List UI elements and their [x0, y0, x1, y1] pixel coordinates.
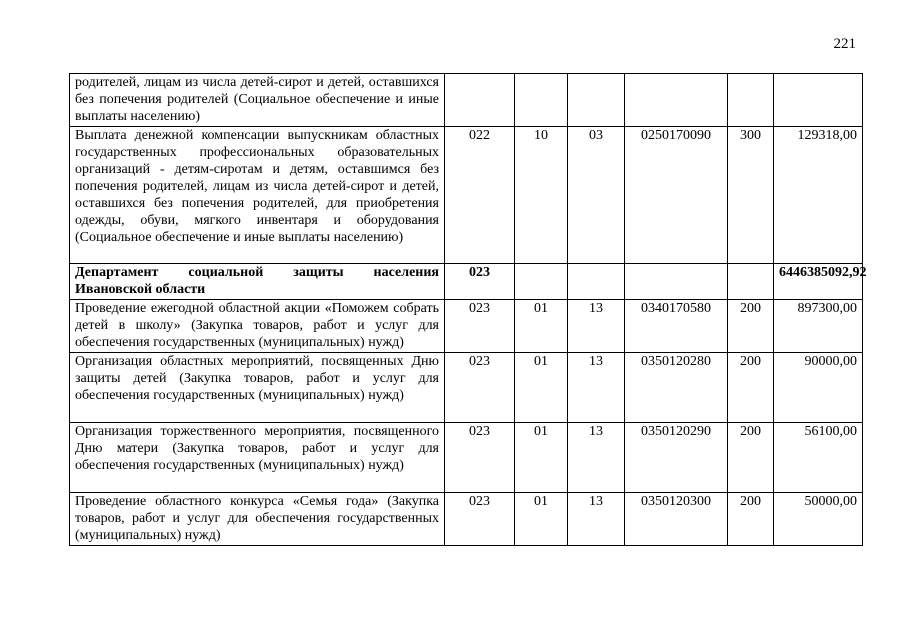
- row-description: Организация торжественного мероприятия, посвященного Дню матери (Закупка товаров, работ и услуг для обеспечения государственных (муниципальных) нужд): [70, 423, 445, 493]
- subsection-code: 03: [568, 127, 625, 264]
- row-description: Проведение областного конкурса «Семья года» (Закупка товаров, работ и услуг для обеспечения государственных (муниципальных) нужд): [70, 493, 445, 546]
- section-code: 01: [515, 353, 568, 423]
- ministry-code: 023: [445, 353, 515, 423]
- table-row: [70, 300, 863, 353]
- page-number: 221: [833, 36, 856, 52]
- row-description: Проведение ежегодной областной акции «Поможем собрать детей в школу» (Закупка товаров, работ и услуг для обеспечения государственных (муниципальных) нужд): [70, 300, 445, 353]
- amount-value: 50000,00: [774, 493, 863, 546]
- section-code: 01: [515, 423, 568, 493]
- ministry-code: 023: [445, 423, 515, 493]
- row-description: Выплата денежной компенсации выпускникам областных государственных профессиональных образовательных организаций - детям-сиротам и детям, оставшимся без попечения родителей, лицам из числа детей-сирот и детей, оставшихся без попечения родителей, для приобретения одежды, обуви, мягкого инвентаря и оборудования (Социальное обеспечение и иные выплаты населению): [70, 127, 445, 264]
- target-article-code: [625, 264, 728, 300]
- target-article-code: 0340170580: [625, 300, 728, 353]
- subsection-code: [568, 74, 625, 127]
- amount-value: 897300,00: [774, 300, 863, 353]
- expense-type-code: 200: [728, 423, 774, 493]
- section-code: 10: [515, 127, 568, 264]
- expense-type-code: 200: [728, 353, 774, 423]
- table-row: [70, 353, 863, 423]
- amount-value: 129318,00: [774, 127, 863, 264]
- table-row: [70, 264, 863, 300]
- section-code: [515, 264, 568, 300]
- target-article-code: 0350120290: [625, 423, 728, 493]
- subsection-code: 13: [568, 493, 625, 546]
- ministry-code: 023: [445, 300, 515, 353]
- subsection-code: [568, 264, 625, 300]
- subsection-code: 13: [568, 423, 625, 493]
- expense-type-code: [728, 264, 774, 300]
- expense-type-code: [728, 74, 774, 127]
- target-article-code: 0250170090: [625, 127, 728, 264]
- budget-table: [69, 73, 867, 546]
- ministry-code: 023: [445, 493, 515, 546]
- target-article-code: 0350120280: [625, 353, 728, 423]
- amount-value: [774, 74, 863, 127]
- expense-type-code: 200: [728, 493, 774, 546]
- row-description: Организация областных мероприятий, посвященных Дню защиты детей (Закупка товаров, работ и услуг для обеспечения государственных (муниципальных) нужд): [70, 353, 445, 423]
- expense-type-code: 200: [728, 300, 774, 353]
- expense-type-code: 300: [728, 127, 774, 264]
- row-description: родителей, лицам из числа детей-сирот и детей, оставшихся без попечения родителей (Социальное обеспечение и иные выплаты населению): [70, 74, 445, 127]
- ministry-code: 022: [445, 127, 515, 264]
- row-description: Департамент социальной защиты населения Ивановской области: [70, 264, 445, 300]
- amount-value: 6446385092,92: [774, 264, 863, 300]
- table-row: [70, 493, 863, 546]
- subsection-code: 13: [568, 353, 625, 423]
- section-code: [515, 74, 568, 127]
- section-code: 01: [515, 493, 568, 546]
- ministry-code: [445, 74, 515, 127]
- subsection-code: 13: [568, 300, 625, 353]
- amount-value: 90000,00: [774, 353, 863, 423]
- table-row: [70, 423, 863, 493]
- target-article-code: 0350120300: [625, 493, 728, 546]
- section-code: 01: [515, 300, 568, 353]
- ministry-code: 023: [445, 264, 515, 300]
- table-row: [70, 74, 863, 127]
- target-article-code: [625, 74, 728, 127]
- table-row: [70, 127, 863, 264]
- amount-value: 56100,00: [774, 423, 863, 493]
